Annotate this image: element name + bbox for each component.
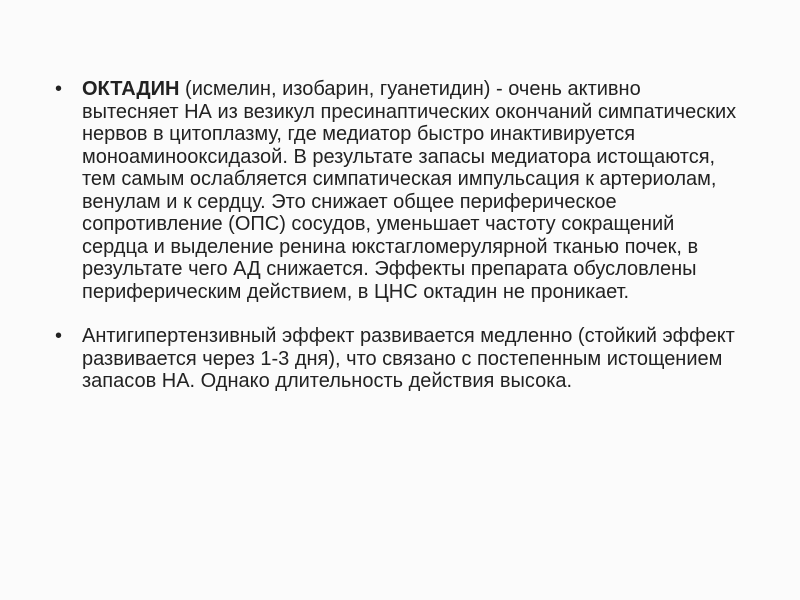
bullet-text: (исмелин, изобарин, гуанетидин) - очень активно вытесняет НА из везикул пресинаптических окончаний симпатических нервов в цитоплазму, где медиатор быстро инактивируется моноаминооксидазой. В результате запасы медиатора истощаются, тем самым ослабляется симпатическая импульсация к артериолам, венулам и к сердцу. Это снижает общее периферическое сопротивление (ОПС) сосудов, уменьшает частоту сокращений сердца и выделение ренина юкстагломерулярной тканью почек, в результате чего АД снижается. Эффекты препарата обусловлены периферическим действием, в ЦНС октадин не проникает. — [82, 78, 737, 303]
bullet-list — [52, 78, 742, 393]
bullet-oktadin — [52, 78, 742, 303]
bullet-text: Антигипертензивный эффект развивается медленно (стойкий эффект развивается через 1-3 дня), что связано с постепенным истощением запасов НА. Однако длительность действия высока. — [82, 325, 735, 392]
bullet-antihypertensive-effect — [52, 325, 742, 393]
bullet-marker: • — [55, 325, 63, 347]
drug-name: ОКТАДИН — [82, 78, 180, 100]
bullet-marker: • — [55, 78, 63, 100]
